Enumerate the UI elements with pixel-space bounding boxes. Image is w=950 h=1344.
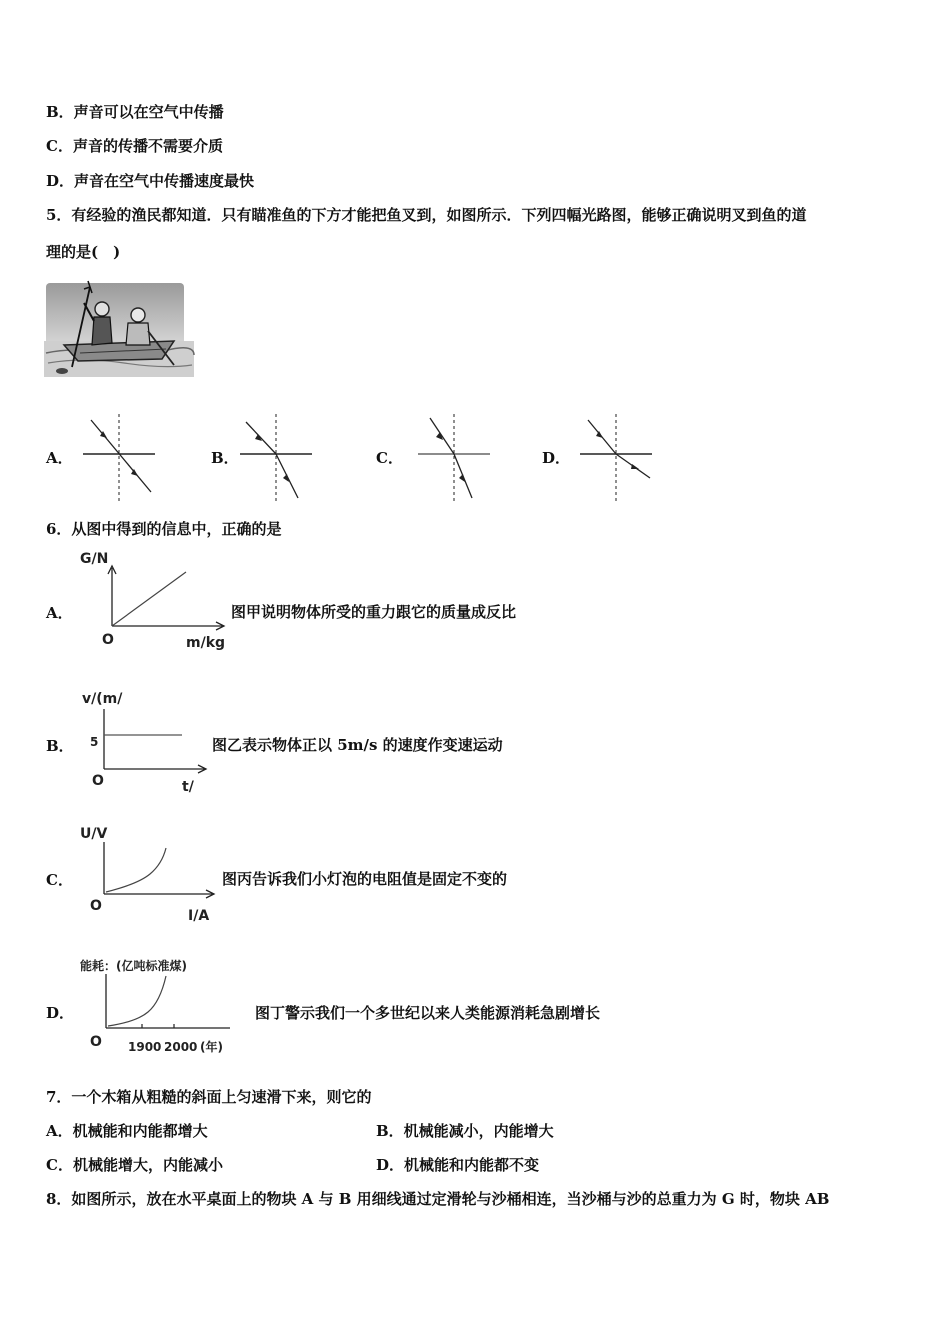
fisherman-boat-illustration [44,283,196,379]
q7-option-a: A．机械能和内能都增大 [46,1122,208,1140]
q6-b-x-axis-label: t/ [182,779,194,795]
q6-option-b-text: 图乙表示物体正以 5m/s 的速度作变速运动 [212,736,503,754]
q7-stem: 7．一个木箱从粗糙的斜面上匀速滑下来，则它的 [46,1088,372,1106]
q6-option-d-label: D． [46,1004,75,1022]
q6-a-y-axis-label: G/N [80,551,109,567]
q6-graph-a [74,548,234,652]
q6-a-x-axis-label: m/kg [186,635,226,651]
q5-option-a-label: A． [46,449,73,467]
q5-option-c-label: C． [376,449,403,467]
q7-option-d: D．机械能和内能都不变 [376,1156,540,1174]
q6-stem: 6．从图中得到的信息中，正确的是 [46,520,282,538]
q5-stem-line2: 理的是( ) [46,243,121,261]
q6-option-a-text: 图甲说明物体所受的重力跟它的质量成反比 [231,603,517,621]
q6-d-origin: O [90,1034,102,1050]
q7-option-c: C．机械能增大，内能减小 [46,1156,223,1174]
q5-stem-line1: 5．有经验的渔民都知道．只有瞄准鱼的下方才能把鱼叉到，如图所示．下列四幅光路图，能够正确说明叉到鱼的道 [46,206,807,224]
q6-option-a-label: A． [46,604,73,622]
q5-option-b-label: B． [211,449,239,467]
q6-a-proportional-line [112,572,186,626]
q6-d-curve [108,976,166,1026]
q4-option-d: D．声音在空气中传播速度最快 [46,172,255,190]
q6-option-d-text: 图丁警示我们一个多世纪以来人类能源消耗急剧增长 [255,1004,601,1022]
q4-option-b: B．声音可以在空气中传播 [46,103,224,121]
q8-stem: 8．如图所示，放在水平桌面上的物块 A 与 B 用细线通过定滑轮与沙桶相连，当沙桶与沙的总重力为 G 时，物块 AB [46,1190,830,1208]
q6-graph-c [78,820,228,930]
q6-c-origin: O [90,898,102,914]
q6-graph-d [78,954,258,1058]
q6-c-curve [106,848,166,892]
q6-d-x-tick-2000: 2000 [164,1040,198,1054]
q6-option-b-label: B． [46,737,74,755]
q6-d-x-tick-1900: 1900 [128,1040,162,1054]
q5-diagram-d [580,414,652,502]
q5-diagram-c [418,414,490,502]
q5-option-d-label: D． [542,449,571,467]
q6-option-c-label: C． [46,871,73,889]
q5-diagram-b [240,414,312,502]
q6-graph-b [78,687,218,795]
q6-b-tick-5: 5 [90,735,99,749]
q5-diagram-a [83,414,155,502]
q6-c-y-axis-label: U/V [80,826,108,842]
q6-b-y-axis-label: v/(m/ [82,691,123,707]
q6-d-x-unit: (年) [200,1040,223,1054]
q6-c-x-axis-label: I/A [188,908,210,924]
q6-d-y-axis-label: 能耗：(亿吨标准煤) [80,959,187,973]
q4-option-c: C．声音的传播不需要介质 [46,137,223,155]
q6-option-c-text: 图丙告诉我们小灯泡的电阻值是固定不变的 [222,870,508,888]
q6-b-origin: O [92,773,104,789]
q6-a-origin: O [102,632,114,648]
q7-option-b: B．机械能减小，内能增大 [376,1122,554,1140]
